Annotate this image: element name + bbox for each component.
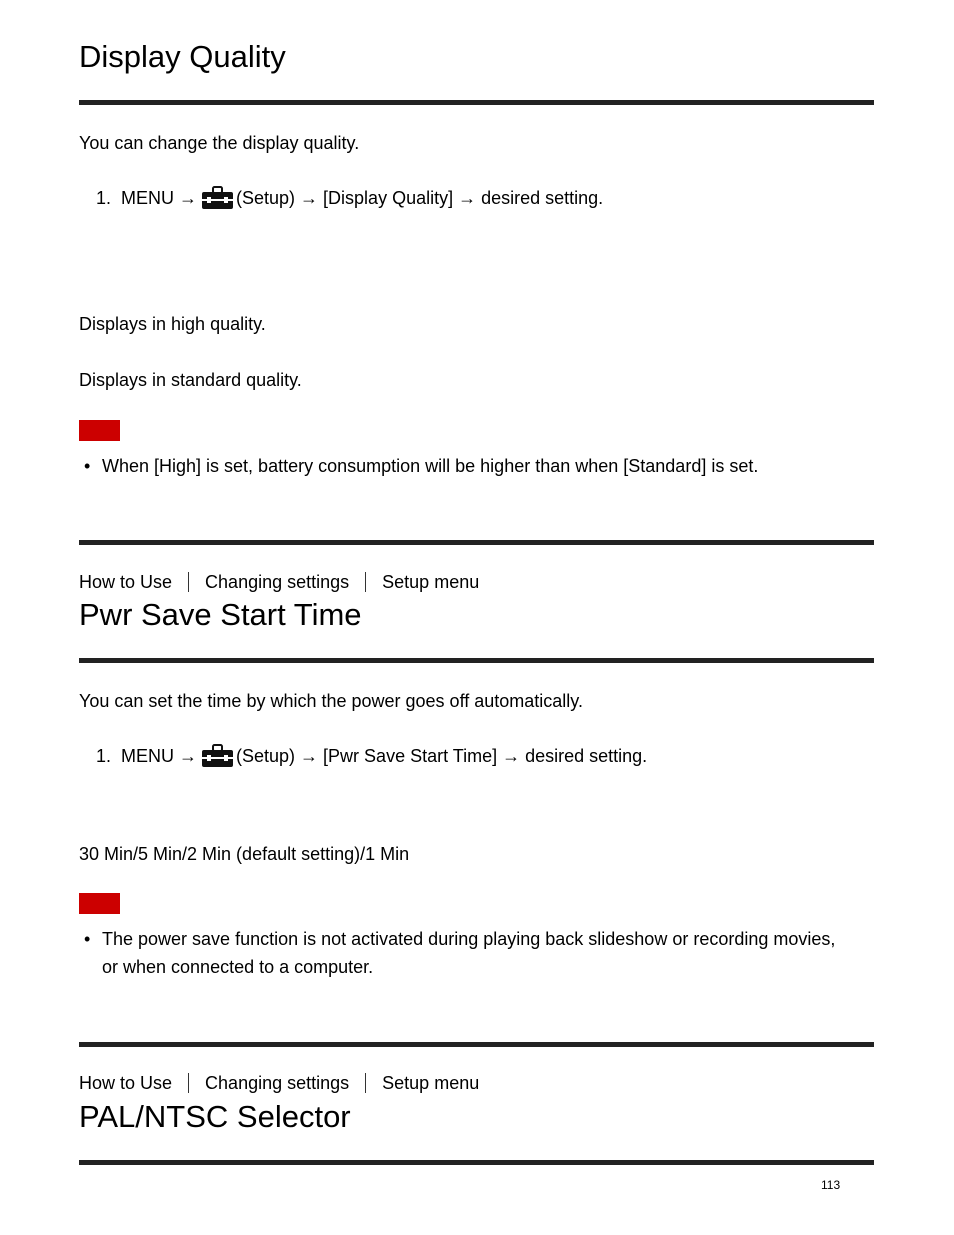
section-title: Pwr Save Start Time — [79, 597, 362, 632]
note-text: When [High] is set, battery consumption will be higher than when [Standard] is set. — [102, 456, 759, 476]
note-badge — [79, 893, 120, 914]
breadcrumb-item[interactable]: Setup menu — [382, 572, 480, 592]
section-rule — [79, 1042, 874, 1047]
step-post: (Setup) → [Display Quality] → desired setting. — [236, 188, 604, 208]
option-description: 30 Min/5 Min/2 Min (default setting)/1 Min — [79, 844, 410, 864]
option-description: Displays in high quality. — [79, 314, 266, 334]
page-title: Display Quality — [79, 39, 286, 74]
section-rule — [79, 540, 874, 545]
option-description: Displays in standard quality. — [79, 370, 302, 390]
intro-text: You can change the display quality. — [79, 133, 360, 153]
step-number: 1. — [96, 188, 112, 208]
step-item — [96, 744, 647, 768]
title-rule — [79, 658, 874, 663]
toolbox-icon — [201, 744, 234, 768]
breadcrumb-separator — [188, 572, 189, 592]
step-number: 1. — [96, 746, 112, 766]
note-badge — [79, 420, 120, 441]
breadcrumb-separator — [365, 572, 366, 592]
note-text: The power save function is not activated during playing back slideshow or recording movies, — [102, 929, 836, 949]
breadcrumb-separator — [365, 1073, 366, 1093]
note-bullet: • When [High] is set, battery consumption will be higher than when [Standard] is set. — [84, 456, 759, 476]
page-number: 113 — [821, 1178, 841, 1192]
breadcrumb — [79, 571, 479, 593]
step-pre: MENU → — [121, 746, 198, 766]
breadcrumb-item[interactable]: Changing settings — [205, 1073, 350, 1093]
breadcrumb-separator — [188, 1073, 189, 1093]
intro-text: You can set the time by which the power goes off automatically. — [79, 691, 583, 711]
title-rule — [79, 100, 874, 105]
breadcrumb-item[interactable]: How to Use — [79, 1073, 173, 1093]
breadcrumb — [79, 1072, 479, 1094]
step-item — [96, 186, 603, 210]
breadcrumb-item[interactable]: Changing settings — [205, 572, 350, 592]
step-pre: MENU → — [121, 188, 198, 208]
breadcrumb-item[interactable]: How to Use — [79, 572, 173, 592]
section-title: PAL/NTSC Selector — [79, 1099, 351, 1134]
breadcrumb-item[interactable]: Setup menu — [382, 1073, 480, 1093]
title-rule — [79, 1160, 874, 1165]
toolbox-icon — [201, 186, 234, 210]
step-post: (Setup) → [Pwr Save Start Time] → desired setting. — [236, 746, 648, 766]
note-bullet: • The power save function is not activated during playing back slideshow or recording movies, — [84, 929, 836, 949]
note-text-continued: or when connected to a computer. — [102, 957, 374, 977]
